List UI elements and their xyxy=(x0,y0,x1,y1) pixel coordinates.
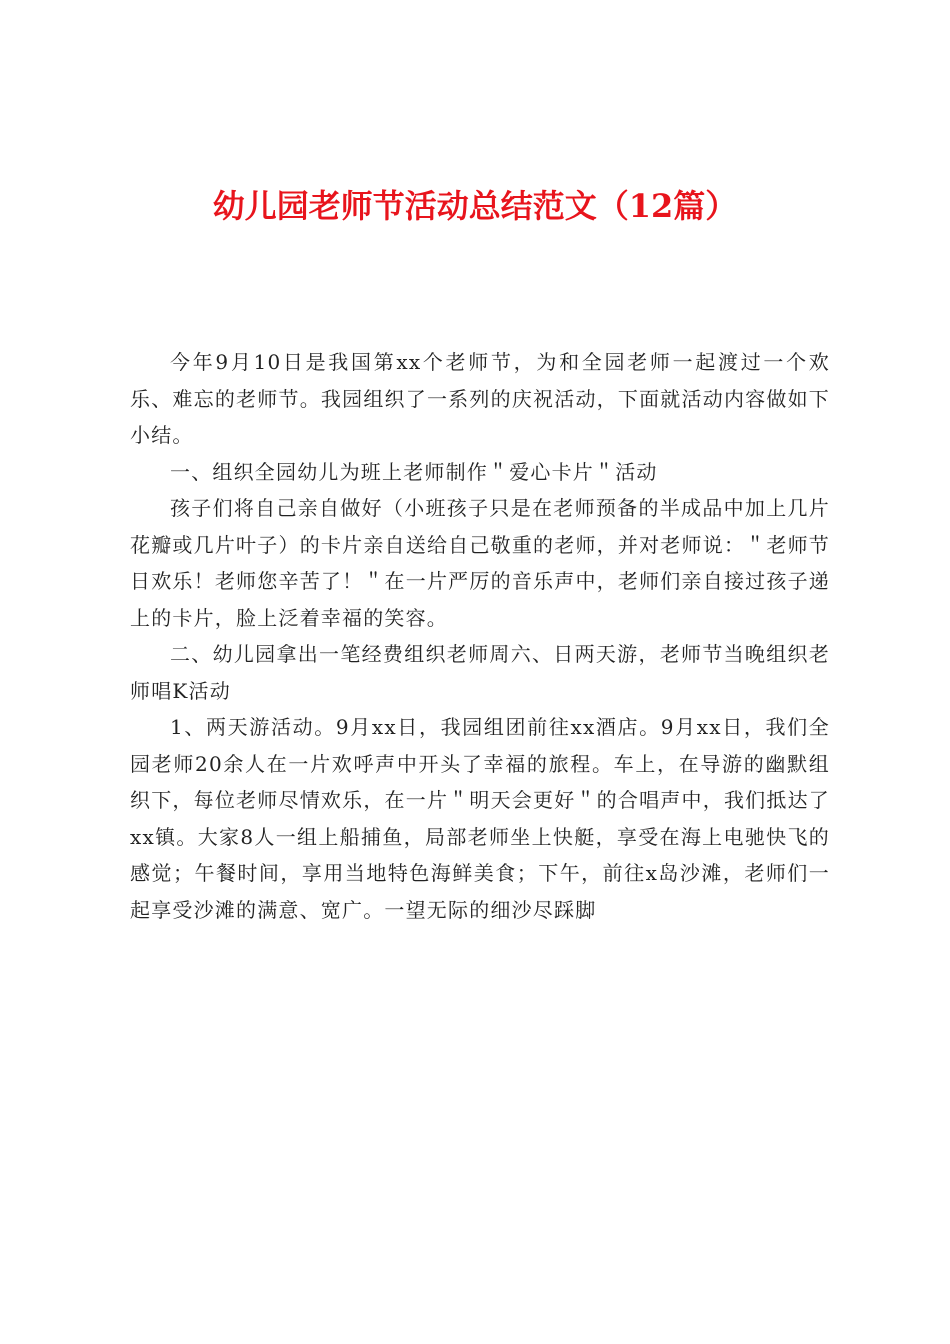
paragraph-trip: 1、两天游活动。9月xx日，我园组团前往xx酒店。9月xx日，我们全园老师20余人在一片欢呼声中开头了幸福的旅程。车上，在导游的幽默组织下，每位老师尽情欢乐，在一片＂明天会更好＂的合唱声中，我们抵达了xx镇。大家8人一组上船捕鱼，局部老师坐上快艇，享受在海上电驰快飞的感觉；午餐时间，享用当地特色海鲜美食；下午，前往x岛沙滩，老师们一起享受沙滩的满意、宽广。一望无际的细沙尽踩脚 xyxy=(130,715,830,922)
paragraph-heading-two: 二、幼儿园拿出一笔经费组织老师周六、日两天游，老师节当晚组织老师唱K活动 xyxy=(130,642,830,703)
document-title: 幼儿园老师节活动总结范文（12篇） xyxy=(212,187,738,225)
document-body xyxy=(130,344,830,928)
paragraph-intro: 今年9月10日是我国第xx个老师节，为和全园老师一起渡过一个欢乐、难忘的老师节。我园组织了一系列的庆祝活动，下面就活动内容做如下小结。 xyxy=(130,350,830,447)
paragraph-cards: 孩子们将自己亲自做好（小班孩子只是在老师预备的半成品中加上几片花瓣或几片叶子）的卡片亲自送给自己敬重的老师，并对老师说：＂老师节日欢乐！老师您辛苦了！＂在一片严厉的音乐声中，老师们亲自接过孩子递上的卡片，脸上泛着幸福的笑容。 xyxy=(130,496,830,630)
paragraph-heading-one: 一、组织全园幼儿为班上老师制作＂爱心卡片＂活动 xyxy=(170,459,658,484)
